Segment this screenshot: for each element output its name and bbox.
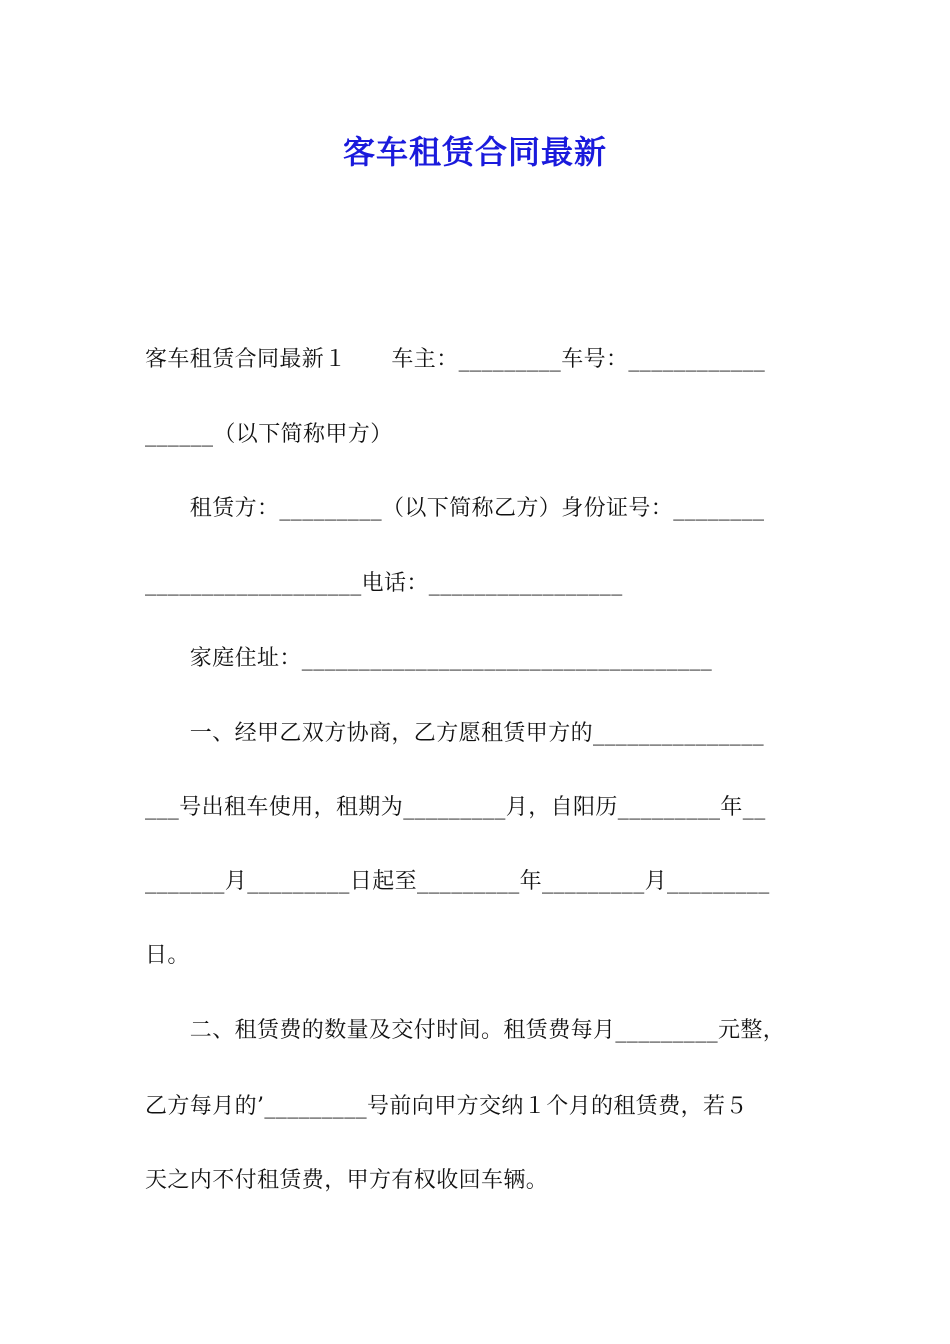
text-line-1: 客车租赁合同最新１ 车主：_________车号：____________ bbox=[145, 347, 766, 372]
text-line-9: 日。 bbox=[145, 943, 190, 968]
text-line-4: ___________________电话：_________________ bbox=[145, 571, 623, 596]
text-line-2: ______（以下简称甲方） bbox=[145, 422, 393, 447]
text-line-6: 一、经甲乙双方协商，乙方愿租赁甲方的_______________ bbox=[145, 721, 765, 746]
text-line-10: 二、租赁费的数量及交付时间。租赁费每月_________元整， bbox=[145, 1018, 786, 1043]
document-title: 客车租赁合同最新 bbox=[342, 133, 607, 171]
text-line-8: _______月_________日起至_________年_________月_________ bbox=[145, 869, 770, 894]
text-line-12: 天之内不付租赁费，甲方有权收回车辆。 bbox=[145, 1168, 549, 1193]
text-line-5: 家庭住址：____________________________________ bbox=[145, 646, 713, 671]
text-line-3: 租赁方：_________（以下简称乙方）身份证号：________ bbox=[145, 496, 765, 521]
text-line-11: 乙方每月的’_________号前向甲方交纳１个月的租赁费，若５ bbox=[145, 1094, 748, 1119]
text-line-7: ___号出租车使用，租期为_________月，自阳历_________年__ bbox=[145, 795, 766, 820]
